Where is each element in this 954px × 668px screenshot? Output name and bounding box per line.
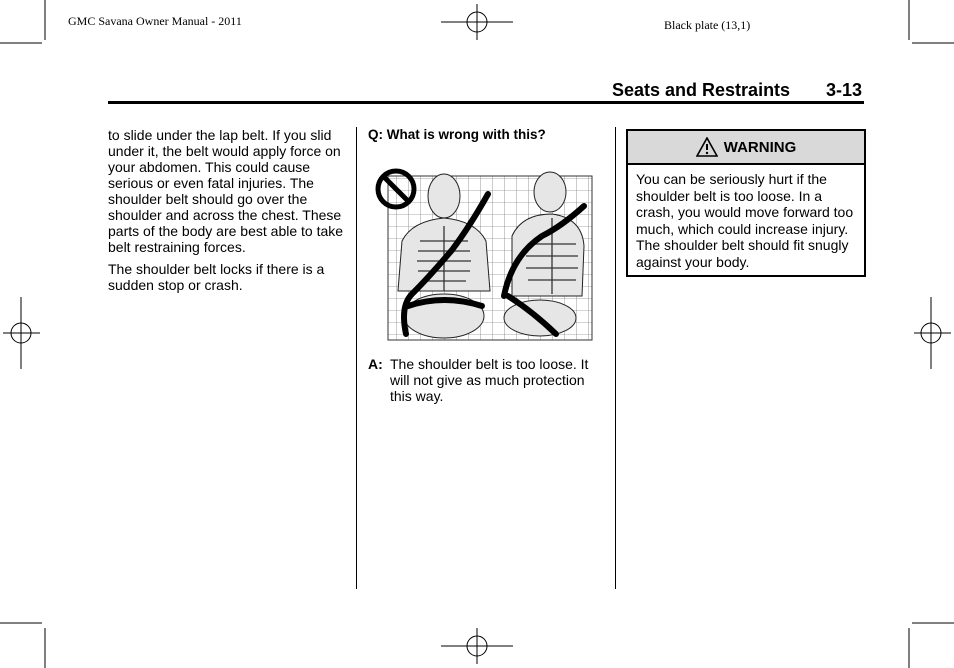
loose-belt-illustration — [372, 166, 594, 342]
answer-label: A: — [368, 356, 383, 372]
warning-triangle-icon — [696, 137, 718, 157]
manual-title: GMC Savana Owner Manual - 2011 — [68, 14, 242, 28]
column-1 — [108, 127, 348, 299]
warning-header — [628, 131, 864, 165]
warning-body: You can be seriously hurt if the shoulder belt is too loose. In a crash, you would move forward too much, which could increase injury. The shoulder belt should fit snugly against your body. — [636, 171, 854, 270]
answer-text: The shoulder belt is too loose. It will not give as much protection this way. — [390, 356, 589, 404]
plate-label: Black plate (13,1) — [664, 18, 751, 32]
section-title: Seats and Restraints — [612, 80, 791, 100]
header-rule — [108, 101, 864, 104]
page-number: 3-13 — [826, 80, 863, 100]
column-divider — [356, 127, 357, 589]
warning-box — [626, 129, 866, 277]
paragraph: The shoulder belt locks if there is a sudden stop or crash. — [108, 261, 325, 293]
question-text: Q: What is wrong with this? — [368, 127, 546, 142]
paragraph: to slide under the lap belt. If you slid under it, the belt would apply force on your abdomen. This could cause serious or even fatal injuries. The shoulder belt should go over the shoulder and across the chest. These parts of the body are best able to take belt restraining forces. — [108, 127, 344, 255]
column-divider — [615, 127, 616, 589]
warning-title: WARNING — [723, 138, 797, 156]
